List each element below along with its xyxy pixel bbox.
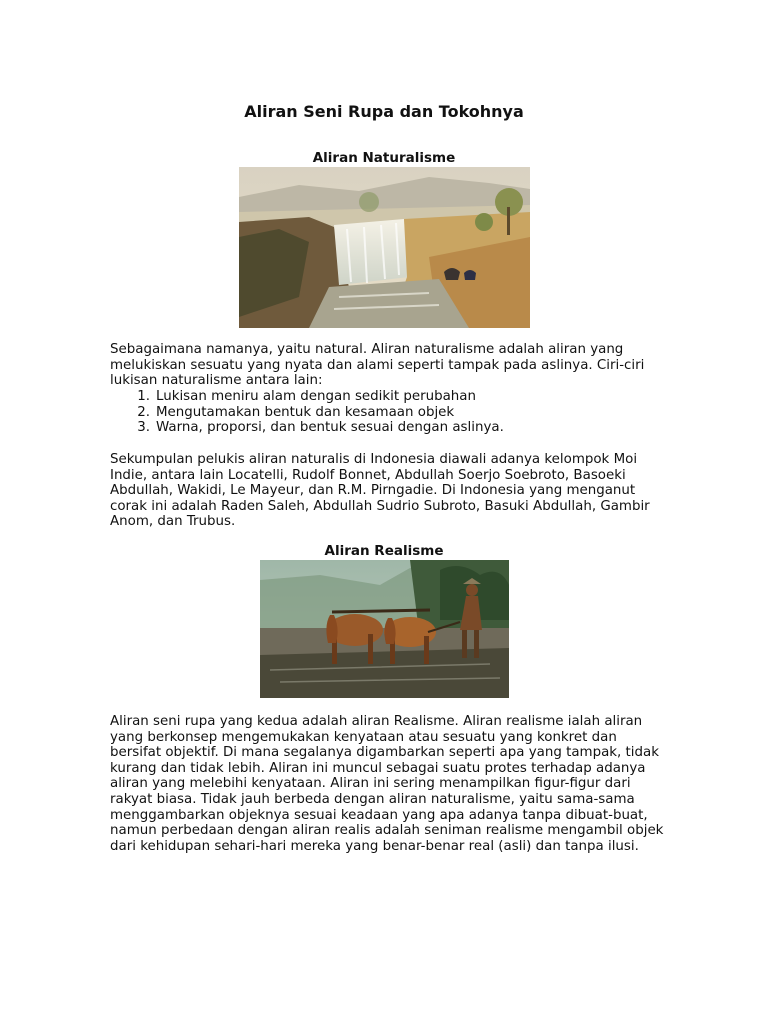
section-heading-naturalisme: Aliran Naturalisme — [312, 150, 456, 166]
naturalisme-characteristics-list — [110, 389, 670, 436]
list-item-number: 1. — [137, 389, 150, 404]
naturalisme-painters-paragraph: Sekumpulan pelukis aliran naturalis di Indonesia diawali adanya kelompok Moi Indie, antara lain Locatelli, Rudolf Bonnet, Abdullah Soerjo Soebroto, Basoeki Abdullah, Wakidi, Le Mayeur, dan R.M. Pirngadie. Di Indonesia yang menganut corak ini adalah Raden Saleh, Abdullah Sudrio Subroto, Basuki Abdullah, Gambir Anom, dan Trubus. — [110, 452, 650, 530]
naturalisme-intro-paragraph: Sebagaimana namanya, yaitu natural. Aliran naturalisme adalah aliran yang melukiskan sesuatu yang nyata dan alami seperti tampak pada aslinya. Ciri-ciri lukisan naturalisme antara lain: — [110, 342, 645, 389]
section-heading-realisme: Aliran Realisme — [324, 543, 444, 559]
list-item-number: 3. — [137, 420, 150, 436]
page-title: Aliran Seni Rupa dan Tokohnya — [244, 102, 524, 121]
list-item-text: Lukisan meniru alam dengan sedikit perubahan — [156, 389, 476, 404]
list-item-text: Mengutamakan bentuk dan kesamaan objek — [156, 404, 455, 420]
waterfall-painting-image — [239, 167, 530, 328]
realisme-paragraph: Aliran seni rupa yang kedua adalah aliran Realisme. Aliran realisme ialah aliran yang berkonsep mengemukakan kenyataan atau sesuatu yang konkret dan bersifat objektif. Di mana segalanya digambarkan seperti apa yang tampak, tidak kurang dan tidak lebih. Aliran ini muncul sebagai suatu protes terhadap adanya aliran yang melebihi kenyataan. Aliran ini sering menampilkan figur-figur dari rakyat biasa. Tidak jauh berbeda dengan aliran naturalisme, yaitu sama-sama menggambarkan objeknya sesuai keadaan yang apa adanya tanpa dibuat-buat, namun perbedaan dengan aliran realis adalah seniman realisme mengambil objek dari kehidupan sehari-hari mereka yang benar-benar real (asli) dan tanpa ilusi. — [110, 714, 664, 854]
list-item — [110, 405, 670, 421]
list-item-text: Warna, proporsi, dan bentuk sesuai dengan aslinya. — [156, 420, 504, 436]
list-item — [110, 389, 670, 405]
oxen-plowing-painting-image — [260, 560, 509, 698]
list-item-number: 2. — [137, 404, 150, 420]
list-item — [110, 420, 670, 436]
